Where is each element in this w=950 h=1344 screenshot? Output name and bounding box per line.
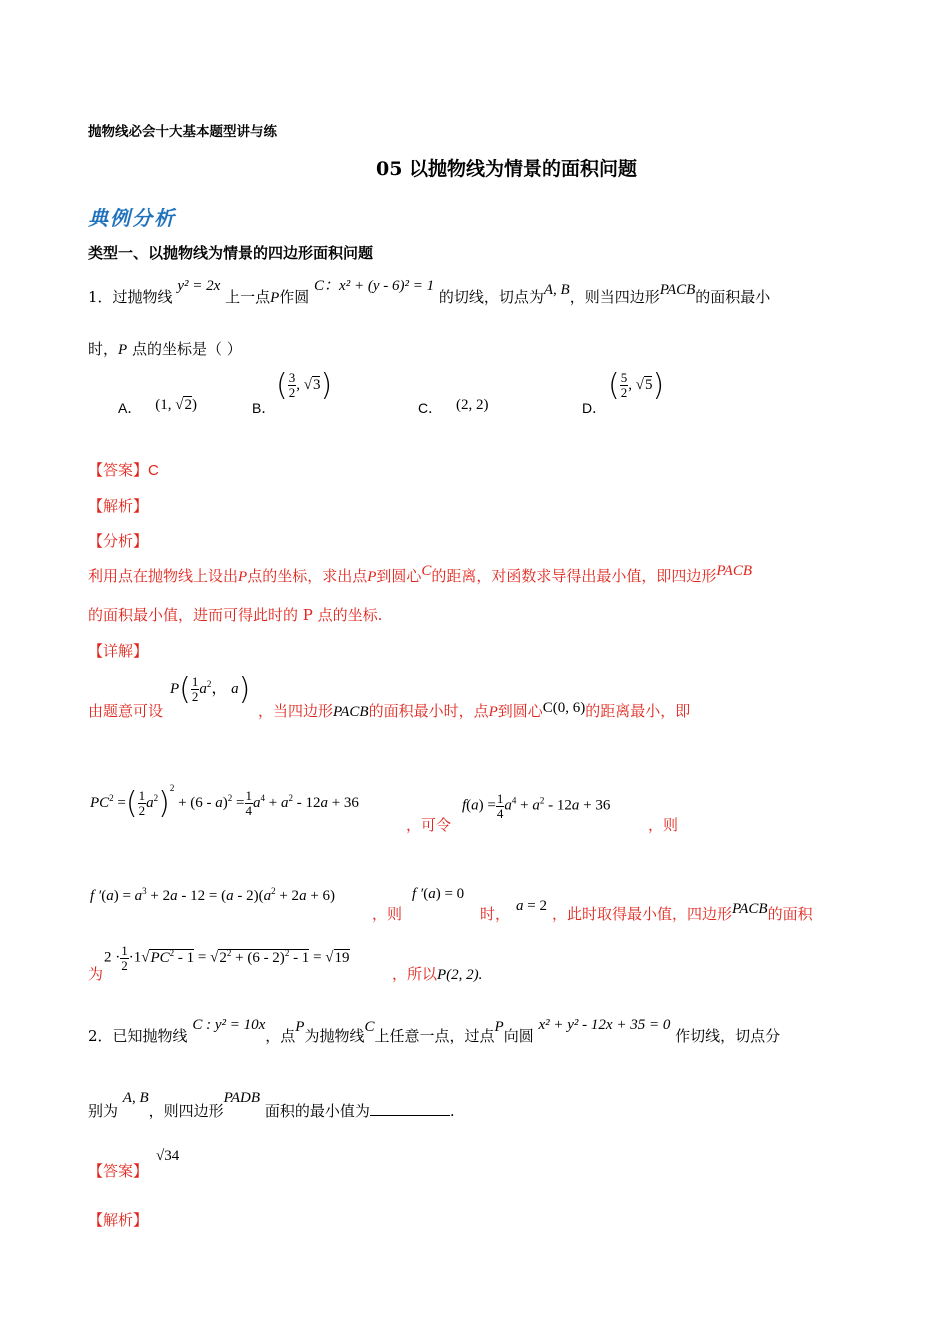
answer-value: C <box>148 462 159 479</box>
q1-detail-fa: f(a) = $\frac{1}{4}$ $a^4 + a^2 - 12a + 36$ <box>462 791 611 821</box>
q1-line1 <box>88 278 771 307</box>
q2-line2 <box>88 1090 455 1121</box>
detail-text: 到圆心 <box>497 702 543 720</box>
q1-detail-line2-text: ，则 <box>648 816 679 834</box>
q1-detail-line3 <box>552 903 813 924</box>
detail-text: 的距离最小，即 <box>585 702 691 720</box>
q1-xiangjie: 【详解】 <box>88 642 149 660</box>
detail-center: C(0, 6) <box>542 700 586 716</box>
option-a[interactable] <box>118 397 197 418</box>
q1-detail-area: 2 · $\frac{1}{2}$ $\cdot 1√PC^2 - 1 = √2^2 + (6 - 2)^2 - 1 = √19$ <box>104 943 350 973</box>
option-label: B． <box>252 400 276 416</box>
option-b-value: ( $\frac{3}{2}$ , √3) <box>276 368 333 403</box>
q1-detail-line1-text: 由题意可设 <box>88 702 164 720</box>
q2-text: 面积的最小值为 <box>264 1102 370 1120</box>
q1-detail-line3-text: 时， <box>480 905 511 923</box>
q2-p: P <box>494 1019 504 1035</box>
answer-tag: 【答案】 <box>88 461 149 479</box>
q2-padb: PADB <box>223 1090 261 1106</box>
q2-text: ，点 <box>265 1027 296 1045</box>
q1-text: 作圆 <box>279 288 310 306</box>
q2-number: 2． <box>88 1027 113 1045</box>
q2-text: 上任意一点，过点 <box>374 1027 495 1045</box>
detail-text: 的面积最小时，点 <box>368 702 489 720</box>
analysis-text: 到圆心 <box>376 567 422 585</box>
q2-answer <box>88 1160 148 1181</box>
q1-line2 <box>88 338 242 359</box>
analysis-text: 的距离，对函数求导得出最小值，即四边形 <box>431 567 717 585</box>
q2-text: . <box>449 1102 455 1120</box>
series-title: 抛物线必会十大基本题型讲与练 <box>88 124 277 140</box>
option-label: A． <box>118 400 142 416</box>
detail-pacb: PACB <box>333 704 369 720</box>
q1-point-p: P <box>118 342 128 358</box>
analysis-p: P <box>367 569 377 585</box>
q1-point-p: P <box>270 290 280 306</box>
option-b[interactable] <box>252 398 275 418</box>
q1-text: 点的坐标是（ ） <box>131 340 242 358</box>
analysis-text: 点的坐标，求出点 <box>247 567 368 585</box>
q2-text: 别为 <box>88 1102 119 1120</box>
analysis-text: 利用点在抛物线上设出 <box>88 567 239 585</box>
q1-jiexi: 【解析】 <box>88 497 149 515</box>
q1-detail-line1 <box>258 700 690 721</box>
q1-text: 过抛物线 <box>112 288 173 306</box>
option-value: (1, √2) <box>155 397 197 413</box>
q1-circle: C：x² + (y - 6)² = 1 <box>314 278 435 294</box>
q2-line1 <box>88 1017 781 1046</box>
detail-text: 的面积 <box>767 905 813 923</box>
section-heading: 典例分析 <box>88 206 176 230</box>
q2-text: 向圆 <box>503 1027 534 1045</box>
option-c[interactable] <box>418 397 489 418</box>
answer-blank[interactable] <box>370 1101 450 1116</box>
type-heading: 类型一、以抛物线为情景的四边形面积问题 <box>88 244 374 262</box>
q2-text: ，则四边形 <box>148 1102 224 1120</box>
q1-parabola: y² = 2x <box>177 278 221 294</box>
option-d[interactable] <box>582 398 606 418</box>
analysis-pacb: PACB <box>716 563 752 579</box>
detail-text: ，此时取得最小值，四边形 <box>552 905 733 923</box>
q2-jiexi: 【解析】 <box>88 1211 149 1229</box>
q1-text: 上一点 <box>225 288 271 306</box>
q2-c: C <box>364 1019 375 1035</box>
option-label: C． <box>418 400 443 416</box>
q1-detail-line4-text: 为 <box>88 965 104 983</box>
detail-p22: P(2, 2). <box>437 967 483 983</box>
q2-parabola: C : y² = 10x <box>192 1017 266 1033</box>
q1-ab: A, B <box>543 282 570 298</box>
q1-detail-line3-text: ，则 <box>372 905 403 923</box>
option-value: (2, 2) <box>456 397 489 413</box>
q2-ab: A, B <box>122 1090 149 1106</box>
q1-detail-a-eq: a = 2 <box>516 898 547 914</box>
q2-text: 已知抛物线 <box>112 1027 188 1045</box>
detail-p: P <box>488 704 498 720</box>
option-label: D． <box>582 400 607 416</box>
q1-text: 时， <box>88 340 119 358</box>
q1-analysis-line2: 的面积最小值，进而可得此时的 P 点的坐标. <box>88 606 383 624</box>
lesson-title: 05 以抛物线为情景的面积问题 <box>376 158 638 180</box>
detail-text: ，所以 <box>392 965 438 983</box>
q1-text: 的面积最小 <box>695 288 771 306</box>
answer-tag: 【答案】 <box>88 1162 149 1180</box>
q1-detail-fprime-zero: f ′(a) = 0 <box>412 886 465 902</box>
q1-detail-p-param: P( $\frac{1}{2}$ $a^2$， a) <box>170 672 251 707</box>
detail-text: ，当四边形 <box>258 702 334 720</box>
q2-text: 为抛物线 <box>304 1027 365 1045</box>
q2-text: 作切线，切点分 <box>675 1027 781 1045</box>
q1-detail-pc2: $PC^2$ =( $\frac{1}{2}$ $a^2)^2 + (6 - a)^2$ = $\frac{1}{4}$ $a^4 + a^2 - 12a + 36$ <box>90 782 359 821</box>
q1-number: 1． <box>88 288 113 306</box>
q1-detail-derivative: f $'(a) = a^3 + 2a - 12 = (a - 2)(a^2 + 2a + 6)$ <box>90 886 336 904</box>
q1-analysis-line1: 利用点在抛物线上设出P点的坐标，求出点P到圆心C的距离，对函数求导得出最小值，即四边形PACB <box>88 563 752 585</box>
option-d-value: ( $\frac{5}{2}$ , √5) <box>608 368 665 403</box>
q2-answer-value: √34 <box>156 1148 180 1164</box>
q2-circle: x² + y² - 12x + 35 = 0 <box>538 1017 671 1033</box>
detail-pacb: PACB <box>732 901 768 917</box>
q1-detail-line4 <box>392 963 482 984</box>
q1-fenxi: 【分析】 <box>88 532 149 550</box>
q1-text: 的切线，切点为 <box>438 288 544 306</box>
q1-answer <box>88 459 159 480</box>
q2-p: P <box>295 1019 305 1035</box>
q1-pacb: PACB <box>659 282 696 298</box>
q1-detail-line2-text: ，可令 <box>406 816 452 834</box>
q1-text: ，则当四边形 <box>569 288 660 306</box>
analysis-p: P <box>238 569 248 585</box>
